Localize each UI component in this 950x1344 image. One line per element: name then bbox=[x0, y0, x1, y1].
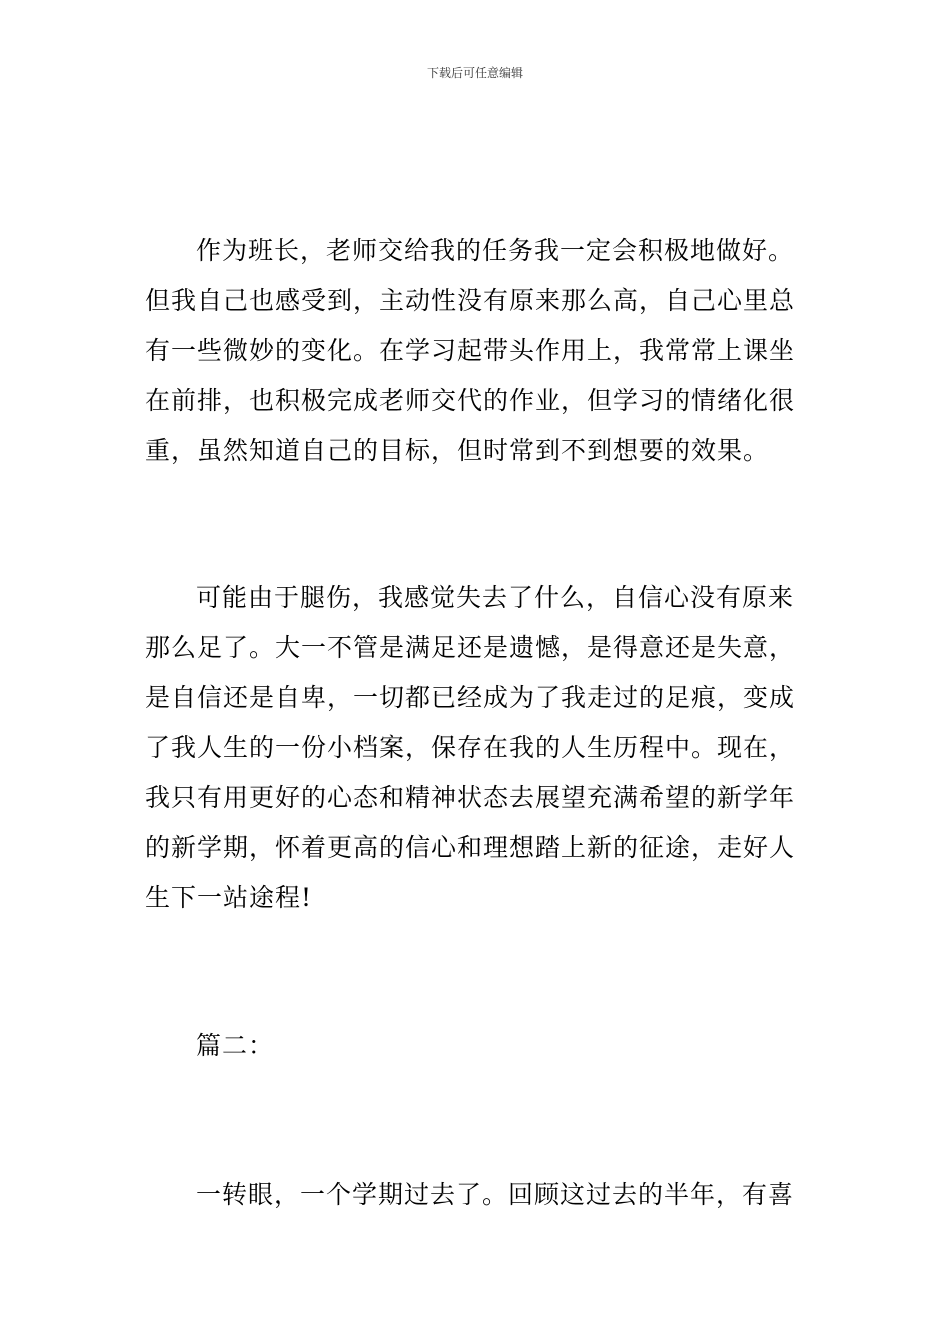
paragraph-2-line-6: 的新学期，怀着更高的信心和理想踏上新的征途，走好人 bbox=[145, 833, 796, 862]
paragraph-1-line-3: 有一些微妙的变化。在学习起带头作用上，我常常上课坐 bbox=[145, 336, 796, 365]
header-note: 下载后可任意编辑 bbox=[426, 66, 523, 80]
paragraph-2-line-4: 了我人生的一份小档案，保存在我的人生历程中。现在， bbox=[145, 733, 796, 762]
paragraph-2-line-3: 是自信还是自卑，一切都已经成为了我走过的足痕，变成 bbox=[145, 683, 796, 712]
paragraph-2-line-1: 可能由于腿伤，我感觉失去了什么，自信心没有原来 bbox=[196, 583, 795, 612]
paragraph-2-line-7: 生下一站途程! bbox=[145, 883, 313, 912]
paragraph-1-line-5: 重，虽然知道自己的目标，但时常到不到想要的效果。 bbox=[145, 436, 770, 465]
paragraph-2-line-5: 我只有用更好的心态和精神状态去展望充满希望的新学年 bbox=[145, 783, 796, 812]
paragraph-1-line-2: 但我自己也感受到，主动性没有原来那么高，自己心里总 bbox=[145, 286, 796, 315]
paragraph-3-line-1: 一转眼，一个学期过去了。回顾这过去的半年，有喜 bbox=[196, 1180, 795, 1209]
paragraph-1-line-4: 在前排，也积极完成老师交代的作业，但学习的情绪化很 bbox=[145, 386, 796, 415]
section-heading: 篇二： bbox=[196, 1031, 275, 1060]
paragraph-2-line-2: 那么足了。大一不管是满足还是遗憾，是得意还是失意， bbox=[145, 633, 796, 662]
paragraph-1-line-1: 作为班长，老师交给我的任务我一定会积极地做好。 bbox=[196, 236, 795, 265]
